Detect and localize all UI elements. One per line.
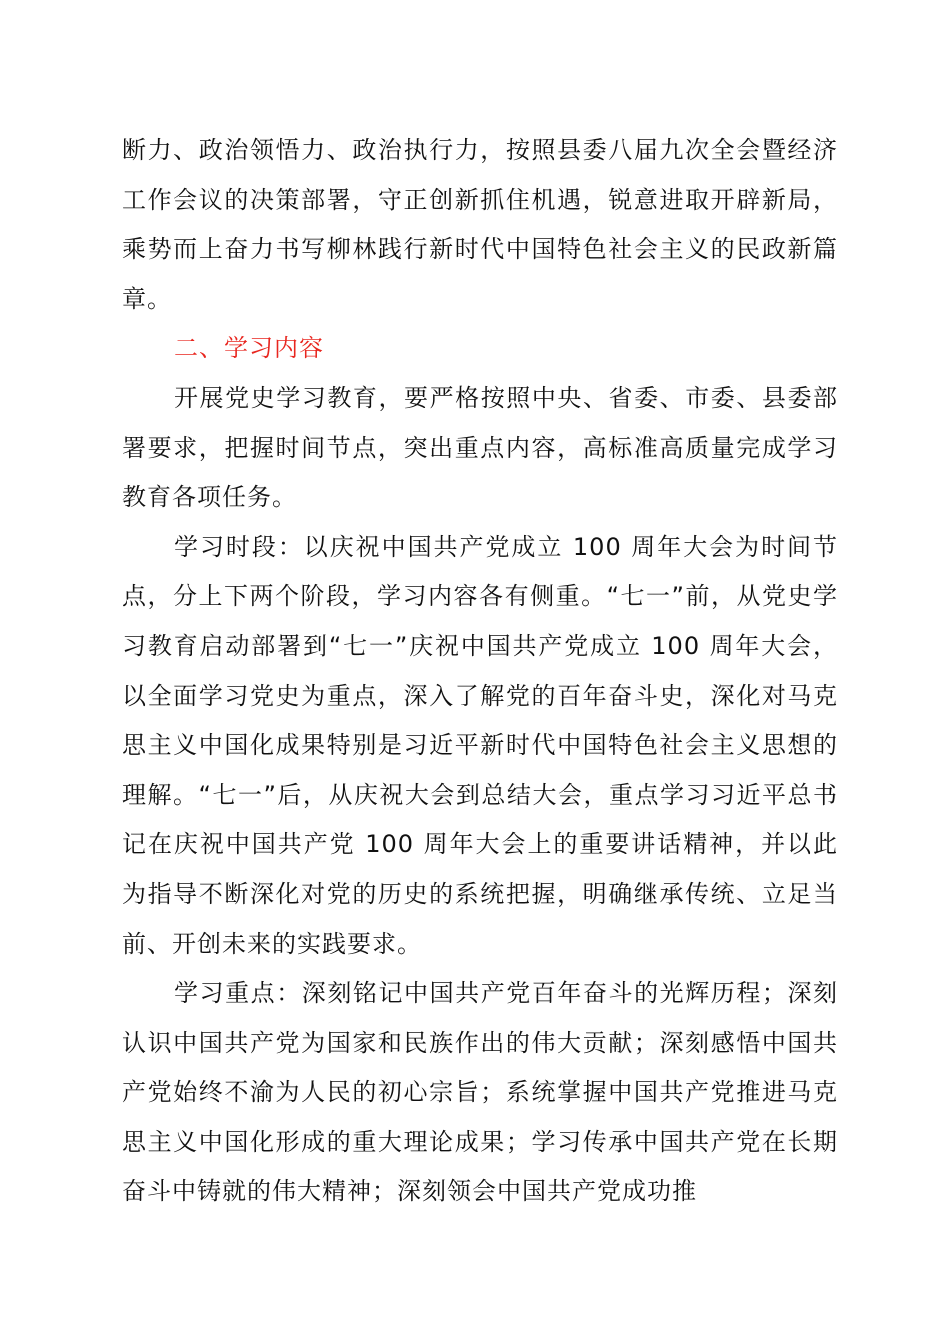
document-body bbox=[122, 126, 838, 1217]
paragraph-continuation: 断力、政治领悟力、政治执行力，按照县委八届九次全会暨经济工作会议的决策部署，守正创新抓住机遇，锐意进取开辟新局，乘势而上奋力书写柳林践行新时代中国特色社会主义的民政新篇章。 bbox=[122, 136, 838, 313]
paragraph-learning-focus: 学习重点：深刻铭记中国共产党百年奋斗的光辉历程；深刻认识中国共产党为国家和民族作出的伟大贡献；深刻感悟中国共产党始终不渝为人民的初心宗旨；系统掌握中国共产党推进马克思主义中国化形成的重大理论成果；学习传承中国共产党在长期奋斗中铸就的伟大精神；深刻领会中国共产党成功推 bbox=[122, 979, 838, 1206]
paragraph-overview: 开展党史学习教育，要严格按照中央、省委、市委、县委部署要求，把握时间节点，突出重点内容，高标准高质量完成学习教育各项任务。 bbox=[122, 383, 838, 512]
paragraph-learning-period: 学习时段：以庆祝中国共产党成立 100 周年大会为时间节点，分上下两个阶段，学习内容各有侧重。“七一”前，从党史学习教育启动部署到“七一”庆祝中国共产党成立 100 周年大会，以全面学习党史为重点，深入了解党的百年奋斗史，深化对马克思主义中国化成果特别是习近平新时代中国特色社会主义思想的理解。“七一”后，从庆祝大会到总结大会，重点学习习近平总书记在庆祝中国共产党 100 周年大会上的重要讲话精神，并以此为指导不断深化对党的历史的系统把握，明确继承传统、立足当前、开创未来的实践要求。 bbox=[122, 532, 838, 958]
section-heading-learning-content: 二、学习内容 bbox=[174, 334, 324, 363]
